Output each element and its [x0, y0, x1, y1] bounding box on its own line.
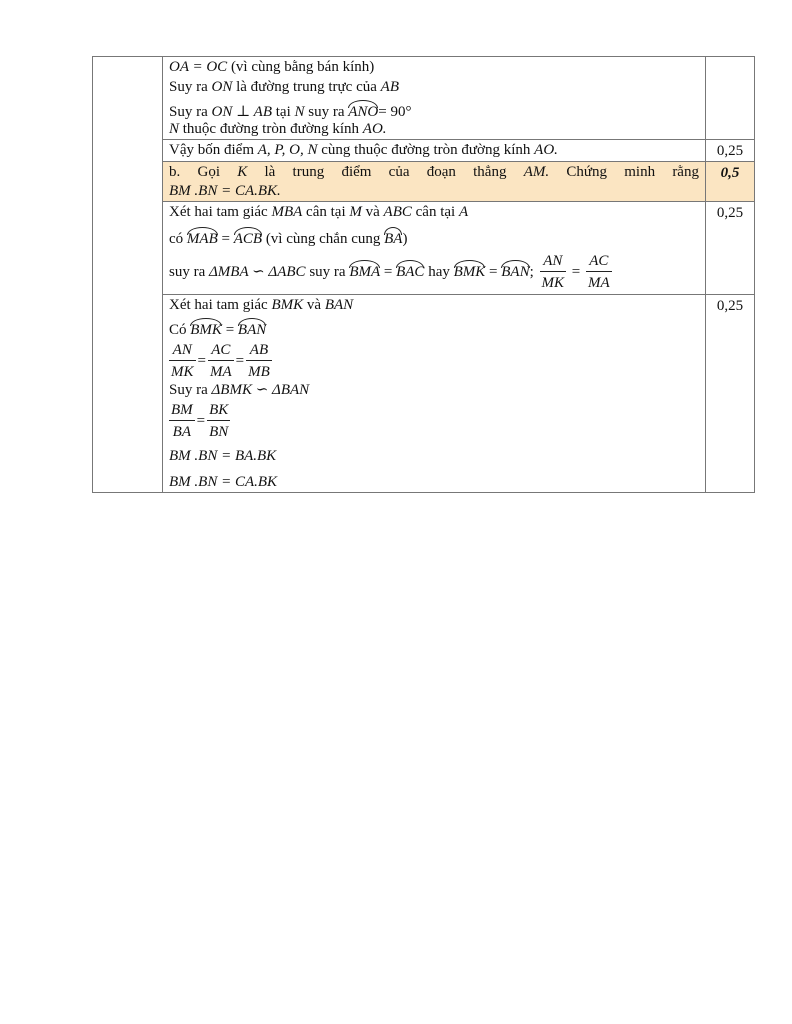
angle-arc: BAC: [396, 261, 424, 280]
question-cell: [163, 162, 706, 202]
question-column: [93, 57, 163, 493]
angle-arc: ACB: [234, 228, 262, 247]
angle-arc: BMA: [349, 261, 380, 280]
solution-line: Xét hai tam giác BMK và BAN: [169, 297, 354, 313]
solution-line: Có BMK = BAN: [169, 319, 699, 340]
solution-line: Vậy bốn điểm A, P, O, N cùng thuộc đường tròn đường kính AO.: [169, 142, 558, 158]
solution-line: BM .BN = BA.BK: [169, 448, 277, 464]
solution-line: có MAB = ACB (vì cùng chắn cung BA): [169, 228, 699, 249]
solution-table: [92, 56, 755, 493]
fraction: $\frac{AC}{MA}$: [588, 253, 610, 291]
solution-line: Suy ra ON là đường trung trực của AB: [169, 79, 399, 95]
table-row: [93, 202, 755, 295]
table-row: [93, 57, 755, 140]
arc-symbol: BA: [384, 228, 402, 247]
solution-line: OA = OC (vì cùng bằng bán kính): [169, 59, 375, 75]
points-cell: 0,5: [706, 162, 755, 202]
points-cell: [706, 57, 755, 140]
solution-line: $\frac{BM}{BA}$ = $\frac{BK}{BN}$: [169, 400, 699, 443]
solution-line: suy ra ΔMBA ∽ ΔABC suy ra BMA = BAC hay BMK = BAN; $\frac{AN}{MK}$ = $\frac{AC}{MA}$: [169, 251, 699, 294]
angle-arc: MAB: [187, 228, 218, 247]
solution-cell: [163, 57, 706, 140]
solution-line: Suy ra ON ⊥ AB tại N suy ra ANO= 90°: [169, 101, 699, 122]
table-row: [93, 295, 755, 493]
solution-cell: [163, 140, 706, 162]
solution-line: N thuộc đường tròn đường kính AO.: [169, 121, 387, 137]
points-cell: 0,25: [706, 140, 755, 162]
fraction: $\frac{AN}{MK}$: [171, 342, 194, 380]
solution-cell: [163, 295, 706, 493]
question-line: b. Gọi K là trung điểm của đoạn thẳng AM. Chứng minh rằng: [169, 164, 699, 180]
points-cell: 0,25: [706, 295, 755, 493]
solution-line: Xét hai tam giác MBA cân tại M và ABC cân tại A: [169, 204, 469, 220]
table-row: [93, 162, 755, 202]
table-row: [93, 140, 755, 162]
angle-arc: BMK: [190, 319, 222, 338]
fraction: $\frac{AN}{MK}$: [541, 253, 565, 291]
points-cell: 0,25: [706, 202, 755, 295]
angle-arc: BAN: [238, 319, 266, 338]
solution-line: $\frac{AN}{MK}$ = $\frac{AC}{MA}$ = $\frac{AB}{MB}$: [169, 340, 699, 383]
question-line: BM .BN = CA.BK.: [169, 183, 281, 199]
fraction: $\frac{AB}{MB}$: [248, 342, 270, 380]
fraction: $\frac{BM}{BA}$: [171, 402, 193, 440]
solution-cell: [163, 202, 706, 295]
angle-arc: BAN: [501, 261, 529, 280]
angle-arc: ANO: [348, 101, 378, 120]
solution-line: BM .BN = CA.BK: [169, 474, 278, 490]
fraction: $\frac{BK}{BN}$: [209, 402, 229, 440]
angle-arc: BMK: [454, 261, 486, 280]
solution-line: Suy ra ΔBMK ∽ ΔBAN: [169, 382, 310, 398]
fraction: $\frac{AC}{MA}$: [209, 342, 232, 380]
